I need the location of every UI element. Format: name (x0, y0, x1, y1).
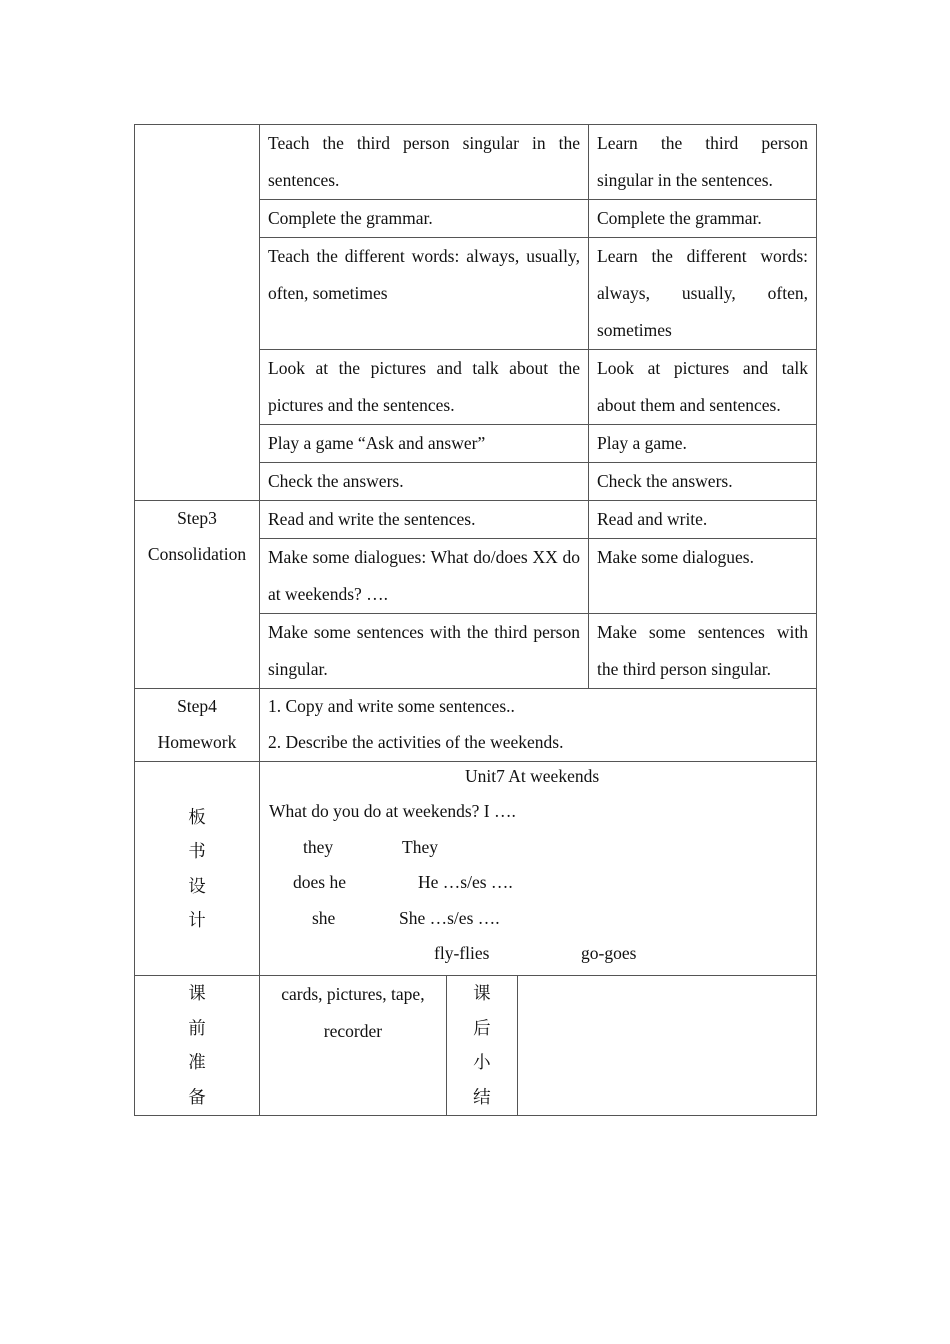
student-activity: Read and write. (589, 501, 817, 539)
teacher-activity: Play a game “Ask and answer” (260, 425, 589, 463)
table-row (135, 689, 817, 762)
board-label (135, 762, 260, 976)
table-row (135, 125, 817, 200)
teacher-activity: Teach the different words: always, usually, often, sometimes (260, 238, 589, 350)
teacher-activity: Make some dialogues: What do/does XX do at weekends? …. (260, 539, 589, 614)
board-rule-1: fly-flies (434, 943, 490, 963)
teacher-activity: Complete the grammar. (260, 200, 589, 238)
summary-label-char: 结 (473, 1086, 491, 1107)
prep-label (135, 976, 260, 1116)
summary-label-char: 小 (473, 1052, 491, 1072)
board-rule-2: go-goes (581, 943, 637, 963)
summary-label-char: 后 (473, 1017, 491, 1038)
board-label-char: 设 (188, 875, 206, 896)
prep-summary-subtable (260, 976, 816, 1115)
step-label-empty (135, 125, 260, 501)
teacher-activity: Make some sentences with the third person singular. (260, 614, 589, 689)
student-activity: Make some dialogues. (589, 539, 817, 614)
step4-label-line2: Homework (157, 731, 237, 752)
board-he-left: does he (293, 872, 346, 892)
student-activity: Check the answers. (589, 463, 817, 501)
board-she-left: she (312, 908, 336, 928)
step4-label (135, 689, 260, 762)
homework-cell (260, 689, 817, 762)
board-they-right: They (402, 837, 438, 857)
prep-label-char: 前 (188, 1017, 206, 1038)
board-he-right: He …s/es …. (418, 872, 513, 892)
step4-label-line1: Step4 (177, 696, 217, 716)
board-question: What do you do at weekends? I …. (269, 801, 516, 821)
student-activity: Look at pictures and talk about them and sentences. (589, 350, 817, 425)
table-row (135, 976, 817, 1116)
board-design-cell (260, 762, 817, 976)
homework-item-1: 1. Copy and write some sentences.. (268, 696, 515, 716)
student-activity: Learn the different words: always, usually, often, sometimes (589, 238, 817, 350)
board-label-char: 计 (188, 910, 206, 930)
board-label-char: 书 (188, 841, 206, 861)
prep-label-char: 备 (188, 1086, 206, 1107)
student-activity: Complete the grammar. (589, 200, 817, 238)
step3-label-line1: Step3 (177, 508, 217, 528)
board-label-char: 板 (188, 806, 206, 827)
homework-item-2: 2. Describe the activities of the weekends. (268, 731, 564, 752)
student-activity: Make some sentences with the third person singular. (589, 614, 817, 689)
prep-label-char: 准 (188, 1052, 206, 1072)
step3-label (135, 501, 260, 689)
teacher-activity: Check the answers. (260, 463, 589, 501)
summary-content (517, 976, 816, 1115)
teacher-activity: Look at the pictures and talk about the pictures and the sentences. (260, 350, 589, 425)
table-row (135, 762, 817, 976)
prep-label-char: 课 (188, 983, 206, 1003)
teacher-activity: Teach the third person singular in the sentences. (260, 125, 589, 200)
board-she-right: She …s/es …. (399, 908, 500, 928)
teacher-activity: Read and write the sentences. (260, 501, 589, 539)
student-activity: Play a game. (589, 425, 817, 463)
student-activity: Learn the third person singular in the sentences. (589, 125, 817, 200)
board-they-left: they (303, 837, 334, 857)
board-content (260, 762, 816, 974)
board-title: Unit7 At weekends (465, 766, 600, 786)
prep-summary-cell (260, 976, 817, 1116)
lesson-plan-table (134, 124, 817, 1116)
summary-label-char: 课 (473, 983, 491, 1003)
prep-materials: cards, pictures, tape, recorder (281, 984, 425, 1041)
table-row (135, 501, 817, 539)
summary-label (446, 976, 517, 1115)
step3-label-line2: Consolidation (147, 543, 247, 564)
